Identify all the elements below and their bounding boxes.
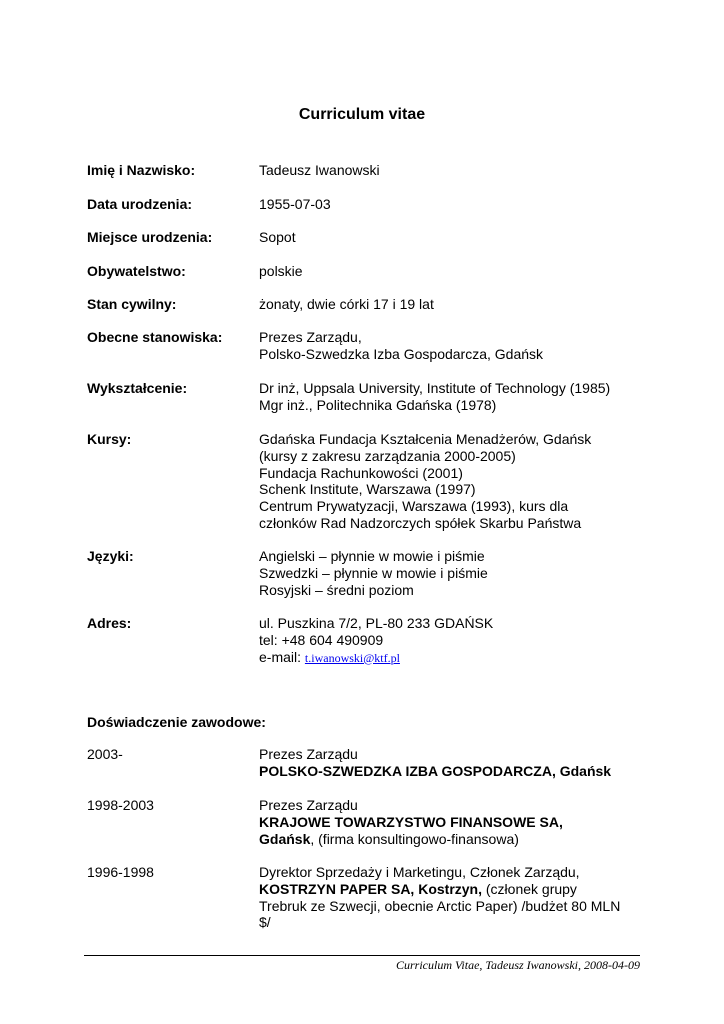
experience-heading: Doświadczenie zawodowe: bbox=[87, 714, 266, 730]
experience-note: , (firma konsultingowo-finansowa) bbox=[310, 830, 519, 847]
experience-note-line: Trebruk ze Szwecji, obecnie Arctic Paper) /budżet 80 MLN bbox=[259, 897, 621, 914]
address-label: Adres: bbox=[87, 615, 132, 631]
languages-label: Języki: bbox=[87, 548, 134, 564]
position-label: Obecne stanowiska: bbox=[87, 329, 223, 345]
experience-company-city: Gdańsk bbox=[259, 830, 311, 847]
document-title: Curriculum vitae bbox=[298, 106, 426, 123]
language-line: Szwedzki – płynnie w mowie i piśmie bbox=[259, 564, 488, 581]
experience-note-line: $/ bbox=[259, 914, 271, 931]
birth-date-label: Data urodzenia: bbox=[87, 196, 193, 212]
language-line: Rosyjski – średni poziom bbox=[259, 581, 414, 598]
experience-company: KOSTRZYN PAPER SA, Kostrzyn, bbox=[259, 880, 482, 897]
name-value: Tadeusz Iwanowski bbox=[259, 162, 380, 178]
course-line: Gdańska Fundacja Kształcenia Menadżerów, Gdańsk bbox=[259, 431, 592, 447]
position-line: Prezes Zarządu, bbox=[259, 329, 362, 345]
education-line: Mgr inż., Politechnika Gdańska (1978) bbox=[259, 396, 497, 413]
experience-company: POLSKO-SZWEDZKA IZBA GOSPODARCZA, Gdańsk bbox=[259, 762, 612, 779]
course-line: członków Rad Nadzorczych spółek Skarbu Państwa bbox=[259, 514, 582, 531]
name-label: Imię i Nazwisko: bbox=[87, 162, 196, 178]
email-prefix: e-mail: bbox=[259, 648, 302, 665]
course-line: Schenk Institute, Warszawa (1997) bbox=[259, 481, 476, 498]
education-label: Wykształcenie: bbox=[87, 380, 188, 396]
experience-company: KRAJOWE TOWARZYSTWO FINANSOWE SA, bbox=[259, 813, 563, 830]
courses-label: Kursy: bbox=[87, 431, 132, 447]
birth-place-label: Miejsce urodzenia: bbox=[87, 229, 213, 245]
experience-years: 2003- bbox=[87, 746, 123, 762]
citizenship-label: Obywatelstwo: bbox=[87, 263, 186, 279]
email-link[interactable]: t.iwanowski@ktf.pl bbox=[304, 650, 400, 665]
marital-label: Stan cywilny: bbox=[87, 296, 177, 312]
birth-date-value: 1955-07-03 bbox=[259, 196, 331, 212]
footer-rule bbox=[84, 955, 640, 956]
experience-role: Prezes Zarządu bbox=[259, 797, 358, 813]
experience-note: (członek grupy bbox=[482, 880, 577, 897]
experience-years: 1996-1998 bbox=[87, 864, 154, 880]
course-line: Fundacja Rachunkowości (2001) bbox=[259, 464, 463, 481]
course-line: (kursy z zakresu zarządzania 2000-2005) bbox=[259, 447, 516, 464]
experience-years: 1998-2003 bbox=[87, 797, 154, 813]
page-footer: Curriculum Vitae, Tadeusz Iwanowski, 2008-04-09 bbox=[395, 958, 640, 972]
experience-role: Prezes Zarządu bbox=[259, 746, 358, 762]
position-line: Polsko-Szwedzka Izba Gospodarcza, Gdańsk bbox=[259, 345, 544, 362]
course-line: Centrum Prywatyzacji, Warszawa (1993), kurs dla bbox=[259, 498, 569, 515]
address-line: ul. Puszkina 7/2, PL-80 233 GDAŃSK bbox=[259, 615, 494, 631]
citizenship-value: polskie bbox=[259, 263, 303, 279]
phone-line: tel: +48 604 490909 bbox=[259, 631, 384, 648]
education-line: Dr inż, Uppsala University, Institute of Technology (1985) bbox=[259, 380, 611, 396]
experience-role: Dyrektor Sprzedaży i Marketingu, Członek Zarządu, bbox=[259, 864, 580, 880]
marital-value: żonaty, dwie córki 17 i 19 lat bbox=[259, 296, 434, 312]
email-line bbox=[259, 649, 649, 667]
language-line: Angielski – płynnie w mowie i piśmie bbox=[259, 548, 485, 564]
birth-place-value: Sopot bbox=[259, 229, 296, 245]
